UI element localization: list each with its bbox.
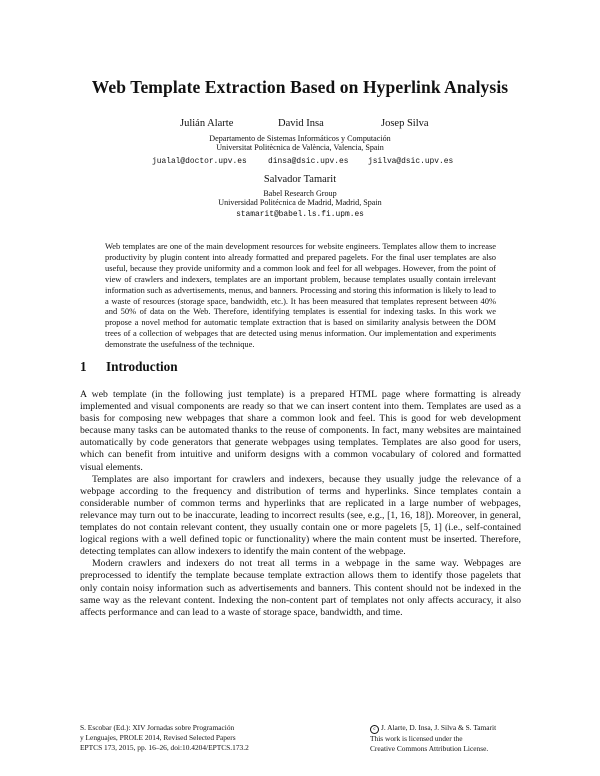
affiliation-line: Babel Research Group (263, 189, 337, 198)
emails-row (0, 157, 600, 167)
body-paragraph: Modern crawlers and indexers do not treat all terms in a webpage in the same way. Webpages are preprocessed to identify the template because template extraction allows them to identify those pagelets that only contain noisy information such as advertisements and banners. This content should not be indexed in the same way as the relevant content. Indexing the non-content part of templates not only affects accuracy, it also affects performance and can lead to a waste of storage space, bandwidth, and time. (80, 558, 521, 618)
body-paragraph: A web template (in the following just template) is a prepared HTML page where formatting is already implemented and visual components are ready so that we can insert content into them. Templates are used as a basis for composing new webpages that share a common look and feel. This is good for web development because many tasks can be automated thanks to the reuse of components. In fact, many websites are maintained automatically by code generators that generate webpages using templates. Templates are also good for users, which can benefit from intuitive and uniform designs with a common vocabulary of colored and formatted visual elements. (80, 389, 521, 473)
abstract: Web templates are one of the main development resources for website engineers. Templates allow them to increase productivity by plugin content into already formatted and prepared pagelets. For the final user templates are also useful, because they provide uniformity and a common look and feel for all webpages. However, from the point of view of crawlers and indexers, templates are an important problem, because templates usually contain irrelevant information such as advertisements, menus, and banners. Processing and storing this information is likely to lead to a waste of resources (storage space, bandwidth, etc.). It has been measured that templates represent between 40% and 50% of data on the Web. Therefore, identifying templates is essential for indexing tasks. In this work we propose a novel method for automatic template extraction that is based on similarity analysis between the DOM trees of a collection of webpages that are detected using menus information. Our implementation and experiments demonstrate the usefulness of the technique. (105, 241, 496, 350)
footer-line: J. Alarte, D. Insa, J. Silva & S. Tamarit (381, 723, 497, 732)
footer-line: EPTCS 173, 2015, pp. 16–26, doi:10.4204/EPTCS.173.2 (80, 743, 249, 753)
section-heading (80, 359, 178, 375)
authors-row (0, 118, 600, 132)
author-email: stamarit@babel.ls.fi.upm.es (236, 210, 364, 219)
affiliation-line: Universidad Politécnica de Madrid, Madrid, Spain (218, 198, 382, 207)
author-name: Salvador Tamarit (263, 174, 337, 185)
author-name: David Insa (278, 118, 324, 129)
footer-line: Creative Commons Attribution License. (370, 744, 489, 754)
author-email: dinsa@dsic.upv.es (268, 157, 349, 166)
section-title: Introduction (106, 359, 178, 374)
footer-line: S. Escobar (Ed.): XIV Jornadas sobre Programación (80, 723, 235, 732)
author-name: Josep Silva (381, 118, 429, 129)
copyright-icon: c (370, 725, 379, 734)
footer-license (370, 723, 496, 754)
footer-line: This work is licensed under the (370, 734, 463, 743)
author-email: jualal@doctor.upv.es (152, 157, 247, 166)
section-number: 1 (80, 359, 87, 374)
affiliation-line: Universitat Politècnica de València, Valencia, Spain (216, 143, 384, 152)
footer-line: y Lenguajes, PROLE 2014, Revised Selected Papers (80, 733, 236, 743)
section-body (80, 389, 521, 619)
body-paragraph: Templates are also important for crawlers and indexers, because they usually judge the relevance of a webpage according to the frequency and distribution of terms and hyperlinks. Since templates contain a considerable number of common terms and hyperlinks that are replicated in a large number of webpages, relevance may turn out to be inaccurate, leading to incorrect results (see, e.g., [1, 16, 18]). Moreover, in general, templates do not contain relevant content, they usually contain one or more pagelets [5, 1] (i.e., self-contained logical regions with a well defined topic or functionality) where the main content must be inserted. Therefore, detecting templates can allow indexers to identify the main content of the webpage. (80, 473, 521, 558)
author-name: Julián Alarte (180, 118, 234, 129)
affiliation-line: Departamento de Sistemas Informáticos y Computación (209, 134, 391, 143)
author-email: jsilva@dsic.upv.es (368, 157, 454, 166)
footer-citation (80, 723, 249, 754)
paper-title: Web Template Extraction Based on Hyperlink Analysis (91, 77, 509, 97)
